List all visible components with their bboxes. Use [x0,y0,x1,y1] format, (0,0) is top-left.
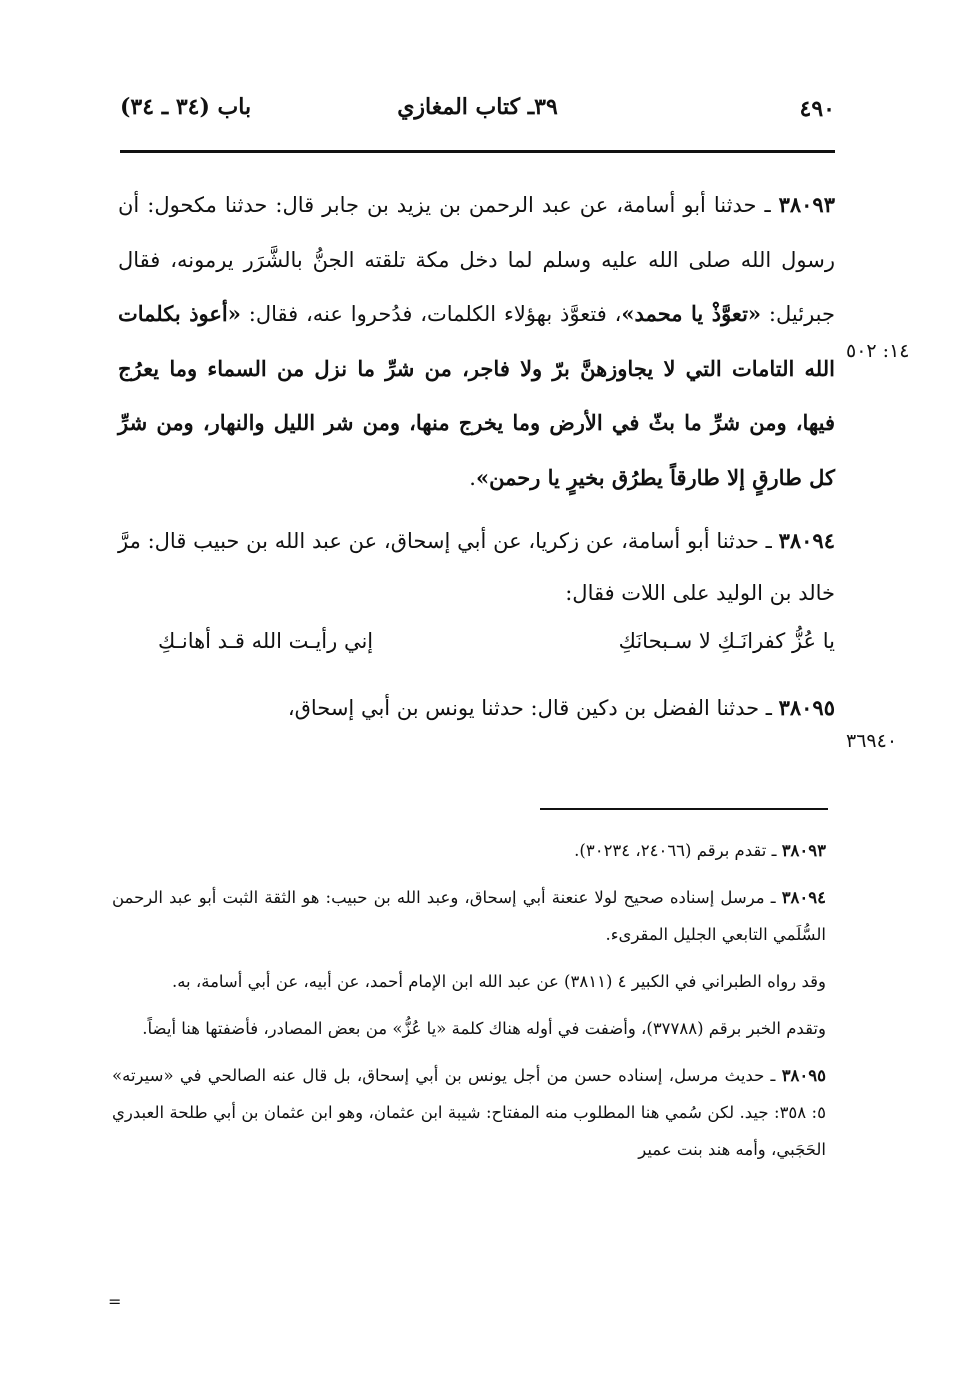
footnote [112,963,826,1000]
hadith-paragraph [118,515,835,619]
hadith-quote: «أعوذ بكلمات الله التامات التي لا يجاوزهنَّ برّ ولا فاجر، من شرِّ ما نزل من السماء وما يعرُج فيها، ومن شرِّ ما بثّ في الأرض وما يخرج منها، ومن شر الليل والنهار، ومن شرِّ كل طارقٍ إلا طارقاً يطرُق بخيرٍ يا رحمن» [118,301,835,490]
footnote-text: ـ تقدم برقم (٢٤٠٦٦، ٣٠٢٣٤). [574,841,782,860]
hadith-number: ٣٨٠٩٤ [778,528,835,553]
verse-hemistich: إني رأيـت الله قـد أهانـكِ [158,629,374,653]
margin-note: ٣٦٩٤٠ [846,730,898,752]
hadith-number: ٣٨٠٩٣ [778,192,835,217]
footnote-number: ٣٨٠٩٤ [781,888,826,907]
footnote-rule [540,808,828,810]
header-rule [120,150,835,153]
chapter-label: باب (٣٤ ـ ٣٤) [120,94,252,120]
footnote-text: وتقدم الخبر برقم (٣٧٧٨٨)، وأضفت في أوله هناك كلمة «يا عُزُّ» من بعض المصادر، فأضفتها هنا أيضاً. [142,1019,826,1038]
hadith-text: . [469,465,476,490]
hadith-text: ـ حدثنا أبو أسامة، عن عبد الرحمن بن يزيد بن جابر قال: حدثنا مكحول: أن رسول الله صلى الله عليه وسلم لما دخل مكة تلقته الجنُّ بالشَّرَر يرمونه، فقال جبرئيل: [118,193,835,326]
footnote-text: ـ مرسل إسناده صحيح لولا عنعنة أبي إسحاق، وعبد الله بن حبيب: هو الثقة الثبت أبو عبد الرحمن السُّلَمي التابعي الجليل المقرىء. [112,888,826,944]
footnote [112,1057,826,1168]
page-header [120,88,835,128]
footnotes [112,832,826,1168]
main-text [118,178,835,736]
poetry-verse [118,621,835,673]
hadith-text: ـ حدثنا الفضل بن دكين قال: حدثنا يونس بن أبي إسحاق، [287,696,779,720]
hadith-paragraph [118,178,835,505]
hadith-quote: «تعوَّذْ يا محمد» [621,301,762,326]
hadith-paragraph [118,681,835,736]
verse-hemistich: يا عُزُّ كفرانَـكِ لا سـبحانَكِ [618,629,835,653]
page-number: ٤٩٠ [799,96,835,122]
hadith-text: ، فتعوَّذ بهؤلاء الكلمات، فدُحروا عنه، فقال: [240,302,622,326]
margin-note: ١٤: ٥٠٢ [846,340,910,362]
footnote-number: ٣٨٠٩٥ [781,1066,826,1085]
hadith-text: ـ حدثنا أبو أسامة، عن زكريا، عن أبي إسحاق، عن عبد الله بن حبيب قال: مرَّ خالد بن الوليد على اللات فقال: [118,529,835,605]
footnote [112,1010,826,1047]
footnote-number: ٣٨٠٩٣ [781,841,826,860]
footnote [112,879,826,953]
footnote [112,832,826,869]
continuation-mark: = [108,1292,122,1311]
footnote-text: وقد رواه الطبراني في الكبير ٤ (٣٨١١) عن عبد الله ابن الإمام أحمد، عن أبيه، عن أبي أسامة، به. [171,972,826,991]
hadith-number: ٣٨٠٩٥ [778,695,835,720]
footnote-text: ـ حديث مرسل، إسناده حسن من أجل يونس بن أبي إسحاق، بل قال عنه الصالحي في «سيرته» ٥: ٣٥٨: جيد. لكن سُمي هنا المطلوب منه المفتاح: شيبة ابن عثمان، وهو ابن عثمان بن أبي طلحة العبدري الحَجَبي، وأمه هند بنت عمير [112,1066,826,1159]
book-title: ٣٩ـ كتاب المغازي [397,94,558,120]
